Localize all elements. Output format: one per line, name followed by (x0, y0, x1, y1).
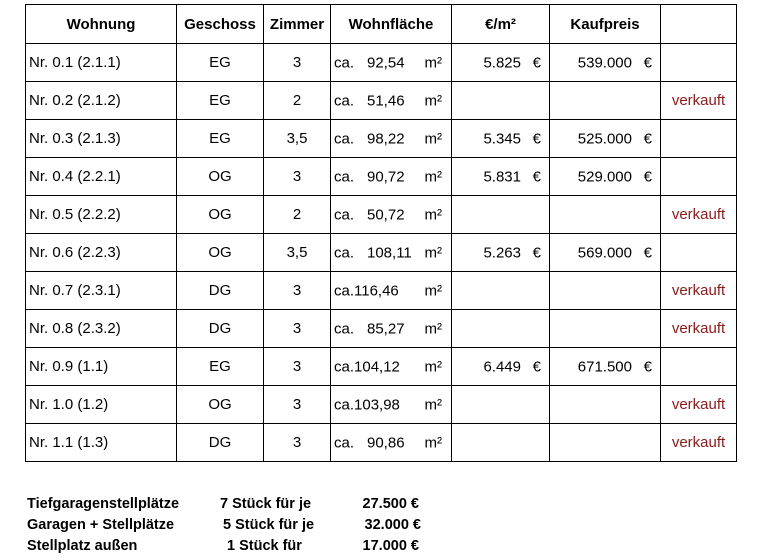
parking-qty: 1 Stück für (227, 538, 302, 554)
unit-name: Nr. 0.1 (2.1.1) (26, 44, 177, 82)
unit-floor: EG (177, 120, 264, 158)
area-prefix: ca. (334, 434, 355, 451)
status-badge (661, 234, 737, 272)
area-unit: m² (424, 92, 442, 109)
area-unit: m² (424, 130, 442, 147)
currency-symbol: € (643, 244, 652, 261)
unit-rooms: 2 (264, 196, 331, 234)
area-unit: m² (424, 320, 442, 337)
status-badge: verkauft (661, 272, 737, 310)
unit-area (331, 196, 452, 234)
unit-price (550, 158, 661, 196)
status-badge (661, 158, 737, 196)
unit-price (550, 120, 661, 158)
unit-name: Nr. 0.3 (2.1.3) (26, 120, 177, 158)
unit-price-value: 539.000 (577, 54, 632, 71)
currency-symbol: € (532, 244, 541, 261)
table-row (26, 82, 737, 120)
area-unit: m² (424, 434, 442, 451)
area-value: 98,22 (367, 130, 405, 147)
unit-area (331, 234, 452, 272)
status-badge: verkauft (661, 424, 737, 462)
unit-floor: DG (177, 272, 264, 310)
unit-floor: OG (177, 196, 264, 234)
currency-symbol: € (532, 358, 541, 375)
unit-sqm-price (452, 234, 550, 272)
unit-rooms: 3,5 (264, 120, 331, 158)
unit-area (331, 120, 452, 158)
area-prefix: ca. (334, 244, 355, 261)
header-wohnflaeche: Wohnfläche (331, 5, 452, 44)
unit-price-value: 525.000 (577, 130, 632, 147)
parking-price: 27.500 € (362, 496, 419, 512)
area-value: 51,46 (367, 92, 405, 109)
area-unit: m² (424, 244, 442, 261)
unit-sqm-price-value: 5.263 (483, 244, 521, 261)
area-unit: m² (424, 54, 442, 71)
area-value: 92,54 (367, 54, 405, 71)
unit-rooms: 3 (264, 348, 331, 386)
currency-symbol: € (643, 130, 652, 147)
unit-sqm-price (452, 120, 550, 158)
unit-area (331, 44, 452, 82)
unit-rooms: 3,5 (264, 234, 331, 272)
unit-rooms: 3 (264, 386, 331, 424)
table-row (26, 386, 737, 424)
area-prefix: ca. (334, 320, 355, 337)
unit-price (550, 272, 661, 310)
status-badge: verkauft (661, 82, 737, 120)
status-badge: verkauft (661, 310, 737, 348)
area-prefix: ca. (334, 54, 355, 71)
unit-sqm-price (452, 82, 550, 120)
table-row (26, 120, 737, 158)
parking-row (27, 517, 447, 538)
table-row (26, 158, 737, 196)
unit-area (331, 424, 452, 462)
area-unit: m² (424, 168, 442, 185)
table-row (26, 234, 737, 272)
unit-sqm-price (452, 272, 550, 310)
unit-sqm-price (452, 196, 550, 234)
unit-price (550, 386, 661, 424)
table-row (26, 196, 737, 234)
unit-floor: EG (177, 348, 264, 386)
unit-sqm-price-value: 5.345 (483, 130, 521, 147)
area-prefix: ca.116,46 (334, 282, 399, 299)
unit-floor: OG (177, 386, 264, 424)
header-wohnung: Wohnung (26, 5, 177, 44)
currency-symbol: € (643, 168, 652, 185)
header-zimmer: Zimmer (264, 5, 331, 44)
table-row (26, 424, 737, 462)
unit-name: Nr. 0.4 (2.2.1) (26, 158, 177, 196)
unit-floor: OG (177, 234, 264, 272)
unit-sqm-price (452, 44, 550, 82)
unit-rooms: 3 (264, 44, 331, 82)
table-row (26, 44, 737, 82)
unit-area (331, 386, 452, 424)
unit-price (550, 348, 661, 386)
area-prefix: ca. (334, 168, 355, 185)
unit-floor: DG (177, 310, 264, 348)
area-prefix: ca.104,12 (334, 358, 400, 375)
unit-area (331, 158, 452, 196)
area-unit: m² (424, 396, 442, 413)
parking-qty: 7 Stück für je (220, 496, 312, 512)
unit-name: Nr. 0.9 (1.1) (26, 348, 177, 386)
parking-summary (27, 496, 447, 559)
currency-symbol: € (532, 130, 541, 147)
unit-price (550, 44, 661, 82)
currency-symbol: € (532, 168, 541, 185)
parking-row (27, 496, 447, 517)
currency-symbol: € (532, 54, 541, 71)
unit-floor: OG (177, 158, 264, 196)
area-value: 50,72 (367, 206, 405, 223)
unit-price (550, 424, 661, 462)
unit-rooms: 3 (264, 158, 331, 196)
parking-price: 32.000 € (364, 517, 421, 533)
unit-sqm-price-value: 5.831 (483, 168, 521, 185)
unit-sqm-price (452, 158, 550, 196)
area-value: 90,86 (367, 434, 405, 451)
status-badge (661, 120, 737, 158)
status-badge: verkauft (661, 196, 737, 234)
area-unit: m² (424, 358, 442, 375)
unit-name: Nr. 0.8 (2.3.2) (26, 310, 177, 348)
area-prefix: ca. (334, 92, 355, 109)
unit-name: Nr. 0.5 (2.2.2) (26, 196, 177, 234)
unit-price (550, 82, 661, 120)
parking-label: Tiefgaragenstellplätze (27, 496, 180, 512)
unit-price-value: 529.000 (577, 168, 632, 185)
area-prefix: ca. (334, 130, 355, 147)
currency-symbol: € (643, 54, 652, 71)
table-header-row (26, 5, 737, 44)
status-badge: verkauft (661, 386, 737, 424)
table-row (26, 348, 737, 386)
apartment-price-table (25, 4, 737, 462)
unit-rooms: 2 (264, 82, 331, 120)
currency-symbol: € (643, 358, 652, 375)
unit-name: Nr. 0.6 (2.2.3) (26, 234, 177, 272)
unit-rooms: 3 (264, 310, 331, 348)
header-geschoss: Geschoss (177, 5, 264, 44)
header-price-per-sqm: €/m² (452, 5, 550, 44)
area-unit: m² (424, 282, 442, 299)
parking-label: Stellplatz außen (27, 538, 138, 554)
unit-sqm-price (452, 348, 550, 386)
parking-row (27, 538, 447, 559)
unit-sqm-price-value: 5.825 (483, 54, 521, 71)
unit-name: Nr. 1.1 (1.3) (26, 424, 177, 462)
unit-name: Nr. 1.0 (1.2) (26, 386, 177, 424)
unit-area (331, 82, 452, 120)
header-kaufpreis: Kaufpreis (550, 5, 661, 44)
unit-area (331, 348, 452, 386)
unit-name: Nr. 0.7 (2.3.1) (26, 272, 177, 310)
table-row (26, 310, 737, 348)
unit-price-value: 569.000 (577, 244, 632, 261)
unit-sqm-price (452, 310, 550, 348)
unit-price (550, 196, 661, 234)
status-badge (661, 44, 737, 82)
area-value: 108,11 (367, 244, 412, 261)
area-value: 90,72 (367, 168, 405, 185)
unit-floor: EG (177, 44, 264, 82)
unit-area (331, 310, 452, 348)
table-row (26, 272, 737, 310)
unit-price (550, 310, 661, 348)
unit-sqm-price-value: 6.449 (483, 358, 521, 375)
unit-area (331, 272, 452, 310)
unit-sqm-price (452, 386, 550, 424)
unit-name: Nr. 0.2 (2.1.2) (26, 82, 177, 120)
header-status (661, 5, 737, 44)
parking-price: 17.000 € (362, 538, 419, 554)
status-badge (661, 348, 737, 386)
unit-rooms: 3 (264, 272, 331, 310)
area-unit: m² (424, 206, 442, 223)
unit-sqm-price (452, 424, 550, 462)
area-value: 85,27 (367, 320, 405, 337)
area-prefix: ca.103,98 (334, 396, 400, 413)
unit-floor: DG (177, 424, 264, 462)
area-prefix: ca. (334, 206, 355, 223)
unit-price-value: 671.500 (577, 358, 632, 375)
parking-label: Garagen + Stellplätze (27, 517, 175, 533)
unit-price (550, 234, 661, 272)
unit-floor: EG (177, 82, 264, 120)
unit-rooms: 3 (264, 424, 331, 462)
parking-qty: 5 Stück für je (223, 517, 315, 533)
